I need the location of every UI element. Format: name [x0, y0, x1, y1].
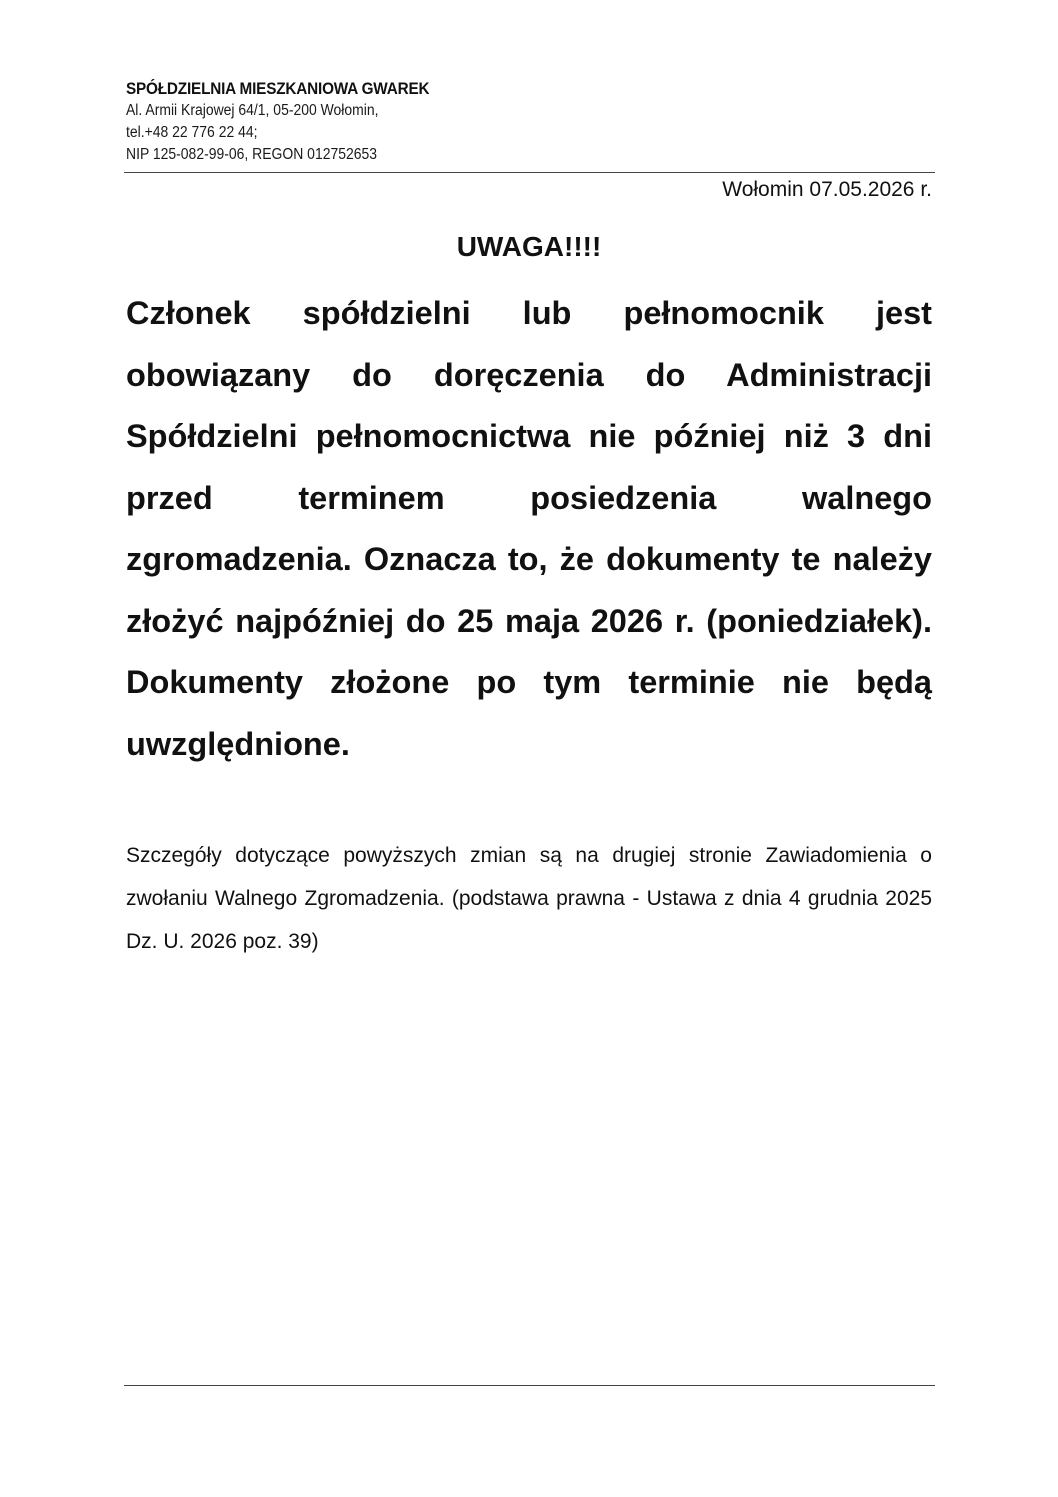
organization-address: Al. Armii Krajowej 64/1, 05-200 Wołomin,	[126, 102, 379, 119]
header-divider	[124, 172, 935, 173]
organization-phone: tel.+48 22 776 22 44;	[126, 124, 258, 141]
notice-body: Członek spółdzielni lub pełnomocnik jest obowiązany do doręczenia do Administracji Spółdzielni pełnomocnictwa nie później niż 3 dni przed terminem posiedzenia walnego zgromadzenia. Oznacza to, że dokumenty te należy złożyć najpóźniej do 25 maja 2026 r. (poniedziałek). Dokumenty złożone po tym terminie nie będą uwzględnione.	[126, 295, 932, 762]
letterhead	[126, 78, 936, 166]
organization-name: SPÓŁDZIELNIA MIESZKANIOWA GWAREK	[126, 79, 430, 98]
notice-headline: UWAGA!!!!	[456, 231, 602, 262]
organization-ids: NIP 125-082-99-06, REGON 012752653	[126, 146, 378, 163]
details-paragraph: Szczegóły dotyczące powyższych zmian są na drugiej stronie Zawiadomienia o zwołaniu Walnego Zgromadzenia. (podstawa prawna - Ustawa z dnia 4 grudnia 2025 Dz. U. 2026 poz. 39)	[126, 844, 932, 953]
footer-divider	[124, 1385, 935, 1386]
document-date: Wołomin 07.05.2026 r.	[722, 178, 932, 201]
